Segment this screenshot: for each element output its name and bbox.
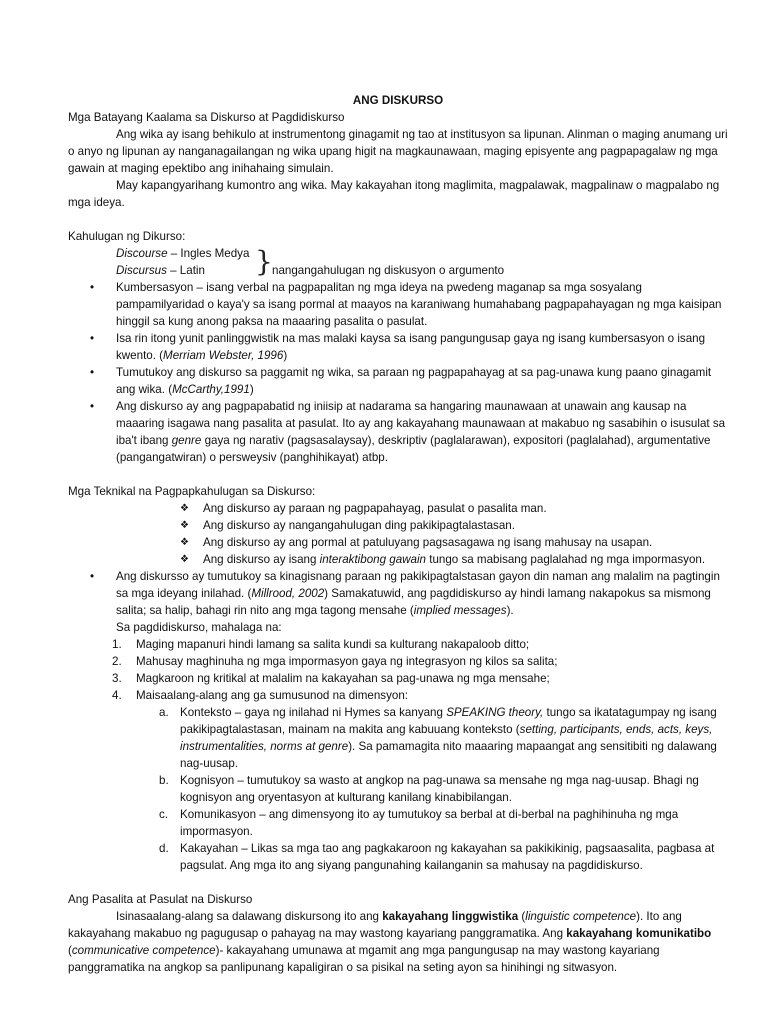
etymology-discursus: Discursus – Latin: [116, 264, 205, 277]
etymology-block: [68, 245, 728, 279]
etymology-meaning: nangangahulugan ng diskusyon o argumento: [272, 264, 505, 277]
document-page: [68, 92, 728, 976]
dimension-list: [68, 704, 728, 874]
definition-bullet-list: [68, 279, 728, 466]
list-item: • Kumbersasyon – isang verbal na pagpapalitan ng mga ideya na pwedeng maganap sa mga sosyalang pampamilyaridad o kaya'y sa isang pormal at maayos na karaniwang humahabang pagpapahayagan ng mga kaisipan hinggil sa kung anong paksa na maaaring pasalita o pasulat.: [68, 279, 728, 330]
brace-symbol: }: [255, 245, 273, 278]
pagdidiskurso-bullet: [68, 568, 728, 619]
list-item: c. Komunikasyon – ang dimensyong ito ay tumutukoy sa berbal at di-berbal na paghihinuha ng mga impormasyon.: [159, 808, 679, 838]
list-item: • Isa rin itong yunit panlinggwistik na mas malaki kaysa sa isang pangungusap gaya ng isang kumbersasyon o isang kwento. (Merriam Webster, 1996): [68, 330, 728, 364]
document-title: ANG DISKURSO: [352, 94, 444, 107]
diamond-bullet-icon: ❖: [180, 520, 189, 531]
diamond-bullet-icon: ❖: [180, 554, 189, 565]
diamond-bullet-icon: ❖: [180, 537, 189, 548]
list-item: • Ang diskurso ay ang pagpapabatid ng iniisip at nadarama sa hangaring maunawaan at unawain ang kausap na maaaring isagawa nang pasalita at pasulat. Ito ay ang kakayahang maunawaan at makabuo ng sasabihin o isusulat sa iba't ibang genre gaya ng narativ (pagsasalaysay), deskriptiv (paglalarawan), expositori (paglalahad), argumentative (pangangatwiran) o persweysiv (panghihikayat) atbp.: [68, 398, 728, 466]
technical-definition-list: [68, 500, 728, 568]
list-item: • Ang diskursso ay tumutukoy sa kinagisnang paraan ng pakikipagtalstasan gayon din naman ang malalim na pagtingin sa mga ideyang inilahad. (Millrood, 2002) Samakatuwid, ang pagdidiskurso ay hindi lamang nakapokus sa mismong salita; sa halip, bahagi rin nito ang mga tagong mensahe (implied messages).: [68, 568, 728, 619]
section-heading-batayang-kaalaman: Mga Batayang Kaalama sa Diskurso at Pagdidiskurso: [68, 111, 345, 124]
numbered-list: [68, 636, 728, 704]
list-item: ❖ Ang diskurso ay ang pormal at patuluyang pagsasagawa ng isang mahusay na usapan.: [180, 536, 653, 549]
etymology-discourse: Discourse – Ingles Medya: [116, 247, 250, 260]
diamond-bullet-icon: ❖: [180, 503, 189, 514]
paragraph-kakayahan: Isinasaalang-alang sa dalawang diskursong ito ang kakayahang linggwistika (linguistic competence). Ito ang kakayahang makabuo ng pagugusap o pahayag na may wastong kayariang panggramatika. Ang kakayahang komunikatibo (communicative competence)- kakayahang umunawa at mgamit ang mga pangungusap na may wastong kayariang panggramatika na angkop sa panlipunang kapaligiran o sa pisikal na seting ayon sa hinihingi ng sitwasyon.: [68, 910, 712, 974]
list-item: 2. Mahusay maghinuha ng mga impormasyon gaya ng integrasyon ng kilos sa salita;: [112, 655, 558, 668]
list-item: • Tumutukoy ang diskurso sa paggamit ng wika, sa paraan ng pagpapahayag at sa pag-unawa kung paano ginagamit ang wika. (McCarthy,1991): [68, 364, 728, 398]
list-item: a. Konteksto – gaya ng inilahad ni Hymes sa kanyang SPEAKING theory, tungo sa ikatatagumpay ng isang pakikipagtalastasan, mainam na makita ang kabuuang konteksto (setting, participants, ends, acts, keys, instrumentalities, norms at genre). Sa pamamagita nito maaaring mapaangat ang sensitibiti ng dalawang nag-uusap.: [159, 706, 717, 770]
list-item: 4. Maisaalang-alang ang ga sumusunod na dimensyon:: [112, 689, 408, 702]
paragraph-wika-behikulo: Ang wika ay isang behikulo at instrumentong ginagamit ng tao at institusyon sa lipunan. Alinman o maging anumang uri o anyo ng lipunan ay nanganagailangan ng wika upang higit na magkaunawaan, maging episyente ang pagpapagalaw ng mga gawain at maging epektibo ang inihahaing simulain.: [68, 128, 728, 175]
list-item: b. Kognisyon – tumutukoy sa wasto at angkop na pag-unawa sa mensahe ng mga nag-uusap. Bhagi ng kognisyon ang oryentasyon at kulturang kanilang kinabibilangan.: [159, 774, 699, 804]
list-item: 3. Magkaroon ng kritikal at malalim na kakayahan sa pag-unawa ng mga mensahe;: [112, 672, 550, 685]
list-item: d. Kakayahan – Likas sa mga tao ang pagkakaroon ng kakayahan sa pakikikinig, pagsaasalita, pagbasa at pagsulat. Ang mga ito ang siyang pangunahing kailanganin sa mahusay na pagdidiskurso.: [159, 842, 715, 872]
pagdidiskurso-intro: Sa pagdidiskurso, mahalaga na:: [116, 621, 282, 634]
list-item: 1. Maging mapanuri hindi lamang sa salita kundi sa kulturang nakapaloob ditto;: [112, 638, 530, 651]
section-heading-kahulugan: Kahulugan ng Dikurso:: [68, 230, 186, 243]
paragraph-kapangyarihan: May kapangyarihang kumontro ang wika. May kakayahan itong maglimita, magpalawak, magpalinaw o magpalabo ng mga ideya.: [68, 179, 720, 209]
section-heading-pasalita-pasulat: Ang Pasalita at Pasulat na Diskurso: [68, 893, 253, 906]
list-item: ❖ Ang diskurso ay paraan ng pagpapahayag, pasulat o pasalita man.: [180, 502, 547, 515]
list-item: ❖ Ang diskurso ay nangangahulugan ding pakikipagtalastasan.: [180, 519, 515, 532]
section-heading-teknikal: Mga Teknikal na Pagpapkahulugan sa Diskurso:: [68, 485, 316, 498]
list-item: ❖ Ang diskurso ay isang interaktibong gawain tungo sa mabisang paglalahad ng mga impormasyon.: [180, 553, 706, 566]
